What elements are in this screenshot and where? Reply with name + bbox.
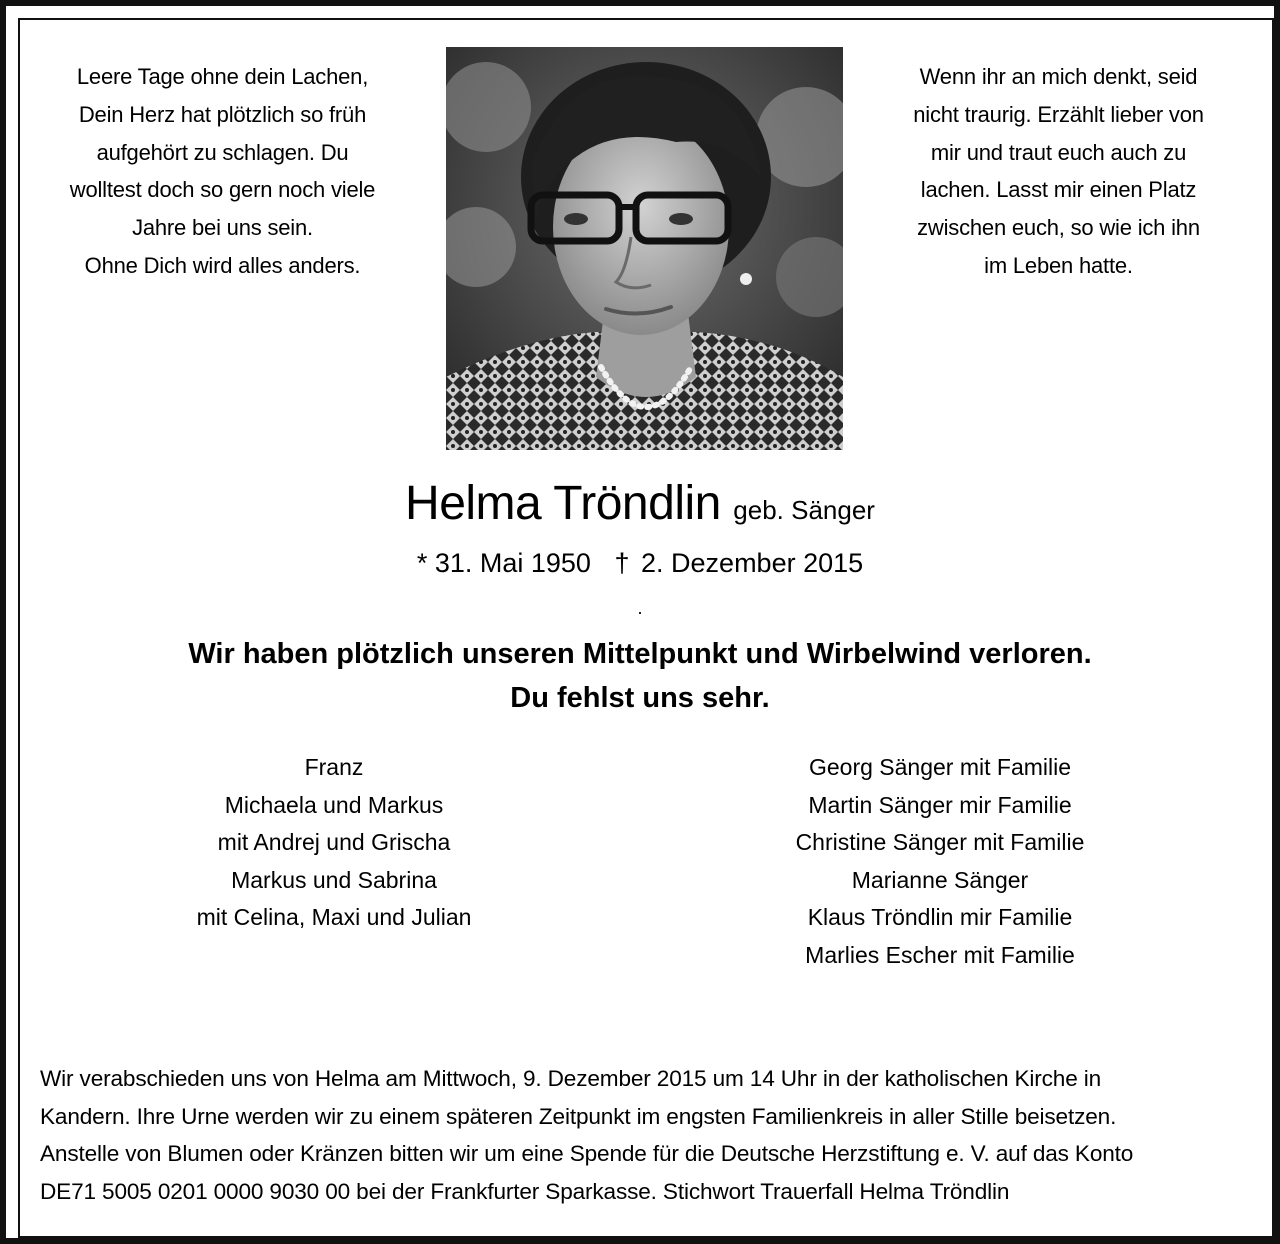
portrait-photo <box>446 47 843 450</box>
divider-dot <box>639 612 641 614</box>
deceased-name: Helma Tröndlin <box>405 477 721 530</box>
motto: Wir haben plötzlich unseren Mittelpunkt und Wirbelwind verloren. Du fehlst uns sehr. <box>188 638 1092 714</box>
life-dates <box>0 548 1280 579</box>
birth-date: * 31. Mai 1950 <box>416 548 591 578</box>
quote-right: Wenn ihr an mich denkt, seid nicht traurig. Erzählt lieber von mir und traut euch auch zu lachen. Lasst mir einen Platz zwischen euch, so wie ich ihn im Leben hatte. <box>913 64 1204 278</box>
death-date: 2. Dezember 2015 <box>641 548 864 578</box>
family-list-right: Georg Sänger mit Familie Martin Sänger mir Familie Christine Sänger mit Familie Marianne Sänger Klaus Tröndlin mir Familie Marlies Escher mit Familie <box>795 754 1085 968</box>
funeral-notice: Wir verabschieden uns von Helma am Mittwoch, 9. Dezember 2015 um 14 Uhr in der katholischen Kirche in Kandern. Ihre Urne werden wir zu einem späteren Zeitpunkt im engsten Familienkreis in aller Stille beisetzen. Anstelle von Blumen oder Kränzen bitten wir um eine Spende für die Deutsche Herzstiftung e. V. auf das Konto DE71 5005 0201 0000 9030 00 bei der Frankfurter Sparkasse. Stichwort Trauerfall Helma Tröndlin <box>40 1066 1134 1204</box>
family-list-left: Franz Michaela und Markus mit Andrej und Grischa Markus und Sabrina mit Celina, Maxi und Julian <box>196 754 472 931</box>
deceased-name-line <box>0 476 1280 531</box>
cross-icon: † <box>614 548 630 578</box>
quote-left: Leere Tage ohne dein Lachen, Dein Herz hat plötzlich so früh aufgehört zu schlagen. Du wolltest doch so gern noch viele Jahre bei uns sein. Ohne Dich wird alles anders. <box>69 64 376 278</box>
birth-name: geb. Sänger <box>733 495 875 525</box>
